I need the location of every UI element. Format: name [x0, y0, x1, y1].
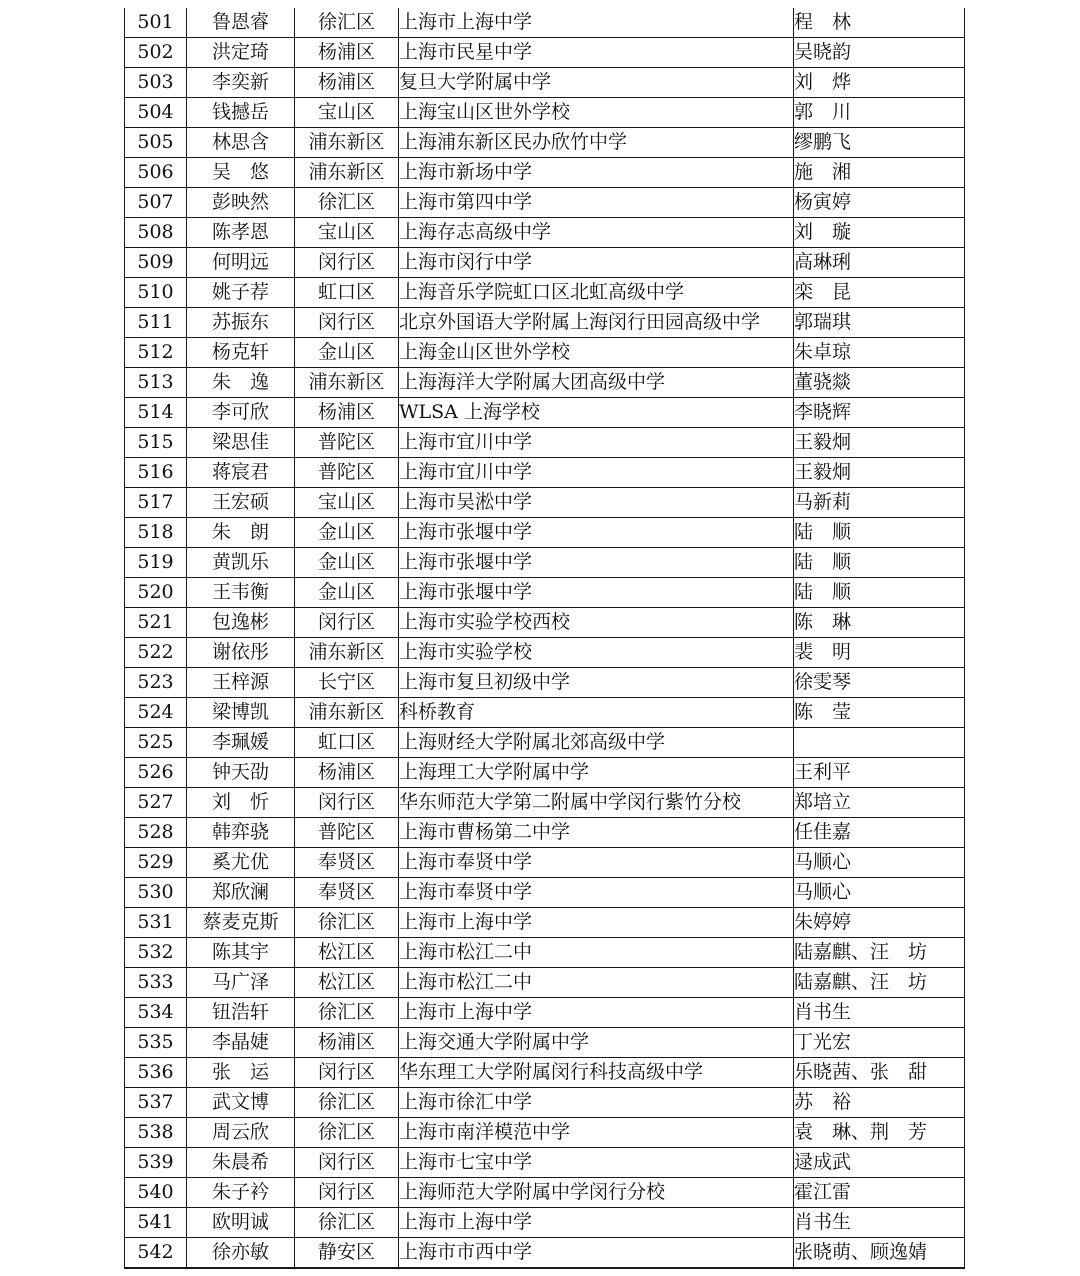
student-name: 梁博凯 [187, 698, 295, 728]
row-number: 517 [125, 488, 187, 518]
teacher-name: 马顺心 [794, 878, 965, 908]
row-number: 531 [125, 908, 187, 938]
student-name: 钟天劭 [187, 758, 295, 788]
school-name: 上海市新场中学 [399, 158, 794, 188]
row-number: 529 [125, 848, 187, 878]
school-name: 华东理工大学附属闵行科技高级中学 [399, 1058, 794, 1088]
district: 静安区 [295, 1238, 399, 1269]
table-row [125, 1238, 965, 1269]
student-name: 包逸彬 [187, 608, 295, 638]
district: 浦东新区 [295, 128, 399, 158]
district: 闵行区 [295, 608, 399, 638]
row-number: 507 [125, 188, 187, 218]
school-name: 上海音乐学院虹口区北虹高级中学 [399, 278, 794, 308]
row-number: 537 [125, 1088, 187, 1118]
school-name: 上海市市西中学 [399, 1238, 794, 1269]
student-name: 李珮媛 [187, 728, 295, 758]
table-row [125, 1058, 965, 1088]
student-name: 林思含 [187, 128, 295, 158]
school-name: 上海师范大学附属中学闵行分校 [399, 1178, 794, 1208]
table-row [125, 728, 965, 758]
school-name: 上海市复旦初级中学 [399, 668, 794, 698]
school-name: 上海市宜川中学 [399, 458, 794, 488]
district: 虹口区 [295, 278, 399, 308]
teacher-name: 郭 川 [794, 98, 965, 128]
row-number: 520 [125, 578, 187, 608]
district: 闵行区 [295, 308, 399, 338]
teacher-name: 陈 莹 [794, 698, 965, 728]
student-name: 马广泽 [187, 968, 295, 998]
table-row [125, 1118, 965, 1148]
school-name: 上海市曹杨第二中学 [399, 818, 794, 848]
student-name: 朱子衿 [187, 1178, 295, 1208]
teacher-name: 肖书生 [794, 998, 965, 1028]
student-name: 洪定琦 [187, 38, 295, 68]
table-row [125, 578, 965, 608]
student-name: 梁思佳 [187, 428, 295, 458]
student-name: 何明远 [187, 248, 295, 278]
school-name: 上海市松江二中 [399, 938, 794, 968]
teacher-name: 郑培立 [794, 788, 965, 818]
district: 徐汇区 [295, 8, 399, 38]
school-name: 上海市南洋模范中学 [399, 1118, 794, 1148]
teacher-name: 缪鹏飞 [794, 128, 965, 158]
district: 浦东新区 [295, 698, 399, 728]
table-row [125, 548, 965, 578]
teacher-name: 朱婷婷 [794, 908, 965, 938]
student-name: 黄凯乐 [187, 548, 295, 578]
district: 徐汇区 [295, 998, 399, 1028]
row-number: 524 [125, 698, 187, 728]
row-number: 506 [125, 158, 187, 188]
school-name: 上海市实验学校 [399, 638, 794, 668]
district: 徐汇区 [295, 1208, 399, 1238]
teacher-name: 袁 琳、荆 芳 [794, 1118, 965, 1148]
teacher-name: 丁光宏 [794, 1028, 965, 1058]
district: 杨浦区 [295, 398, 399, 428]
student-name: 苏振东 [187, 308, 295, 338]
teacher-name: 郭瑞琪 [794, 308, 965, 338]
teacher-name: 逯成武 [794, 1148, 965, 1178]
school-name: 上海海洋大学附属大团高级中学 [399, 368, 794, 398]
teacher-name: 王毅炯 [794, 428, 965, 458]
school-name: 上海宝山区世外学校 [399, 98, 794, 128]
student-name: 朱 逸 [187, 368, 295, 398]
district: 杨浦区 [295, 68, 399, 98]
table-row [125, 668, 965, 698]
table-row [125, 308, 965, 338]
school-name: 上海市上海中学 [399, 908, 794, 938]
row-number: 511 [125, 308, 187, 338]
district: 长宁区 [295, 668, 399, 698]
district: 闵行区 [295, 248, 399, 278]
row-number: 513 [125, 368, 187, 398]
table-row [125, 278, 965, 308]
row-number: 533 [125, 968, 187, 998]
row-number: 505 [125, 128, 187, 158]
table-row [125, 38, 965, 68]
district: 金山区 [295, 578, 399, 608]
district: 宝山区 [295, 218, 399, 248]
table-row [125, 608, 965, 638]
row-number: 527 [125, 788, 187, 818]
table-row [125, 188, 965, 218]
district: 普陀区 [295, 458, 399, 488]
district: 松江区 [295, 968, 399, 998]
student-name: 彭映然 [187, 188, 295, 218]
district: 宝山区 [295, 98, 399, 128]
student-name: 郑欣澜 [187, 878, 295, 908]
student-name: 鲁恩睿 [187, 8, 295, 38]
district: 宝山区 [295, 488, 399, 518]
school-name: 上海存志高级中学 [399, 218, 794, 248]
teacher-name: 刘 烨 [794, 68, 965, 98]
row-number: 504 [125, 98, 187, 128]
table-row [125, 1178, 965, 1208]
teacher-name: 李晓辉 [794, 398, 965, 428]
district: 金山区 [295, 548, 399, 578]
teacher-name: 陆嘉麒、汪 坊 [794, 968, 965, 998]
row-number: 542 [125, 1238, 187, 1269]
row-number: 518 [125, 518, 187, 548]
school-name: 上海市奉贤中学 [399, 848, 794, 878]
student-name: 韩弈骁 [187, 818, 295, 848]
table-row [125, 938, 965, 968]
school-name: 上海浦东新区民办欣竹中学 [399, 128, 794, 158]
teacher-name: 刘 璇 [794, 218, 965, 248]
student-name: 王宏硕 [187, 488, 295, 518]
teacher-name: 陆嘉麒、汪 坊 [794, 938, 965, 968]
table-row [125, 788, 965, 818]
table-row [125, 68, 965, 98]
row-number: 508 [125, 218, 187, 248]
table-row [125, 458, 965, 488]
district: 徐汇区 [295, 1088, 399, 1118]
district: 浦东新区 [295, 638, 399, 668]
district: 闵行区 [295, 788, 399, 818]
school-name: 复旦大学附属中学 [399, 68, 794, 98]
table-row [125, 818, 965, 848]
school-name: 上海市第四中学 [399, 188, 794, 218]
teacher-name: 陆 顺 [794, 518, 965, 548]
student-name: 陈孝恩 [187, 218, 295, 248]
table-row [125, 128, 965, 158]
district: 松江区 [295, 938, 399, 968]
table-row [125, 998, 965, 1028]
table-row [125, 518, 965, 548]
teacher-name: 乐晓茜、张 甜 [794, 1058, 965, 1088]
row-number: 532 [125, 938, 187, 968]
row-number: 535 [125, 1028, 187, 1058]
teacher-name: 苏 裕 [794, 1088, 965, 1118]
student-name: 朱 朗 [187, 518, 295, 548]
table-row [125, 338, 965, 368]
school-name: 上海市张堰中学 [399, 518, 794, 548]
teacher-name: 程 林 [794, 8, 965, 38]
row-number: 503 [125, 68, 187, 98]
row-number: 536 [125, 1058, 187, 1088]
row-number: 534 [125, 998, 187, 1028]
school-name: 上海市上海中学 [399, 1208, 794, 1238]
teacher-name: 吴晓韵 [794, 38, 965, 68]
teacher-name: 朱卓琼 [794, 338, 965, 368]
teacher-name: 董骁燚 [794, 368, 965, 398]
row-number: 510 [125, 278, 187, 308]
district: 闵行区 [295, 1148, 399, 1178]
student-name: 王韦衡 [187, 578, 295, 608]
row-number: 521 [125, 608, 187, 638]
table-row [125, 1208, 965, 1238]
district: 奉贤区 [295, 878, 399, 908]
school-name: 上海市奉贤中学 [399, 878, 794, 908]
row-number: 514 [125, 398, 187, 428]
district: 徐汇区 [295, 188, 399, 218]
teacher-name: 张晓萌、顾逸婧 [794, 1238, 965, 1269]
school-name: WLSA 上海学校 [399, 398, 794, 428]
teacher-name: 徐雯琴 [794, 668, 965, 698]
row-number: 540 [125, 1178, 187, 1208]
teacher-name [794, 728, 965, 758]
school-name: 上海市实验学校西校 [399, 608, 794, 638]
table-row [125, 848, 965, 878]
table-row [125, 1148, 965, 1178]
district: 奉贤区 [295, 848, 399, 878]
student-name: 李晶婕 [187, 1028, 295, 1058]
school-name: 上海交通大学附属中学 [399, 1028, 794, 1058]
table-row [125, 248, 965, 278]
district: 徐汇区 [295, 1118, 399, 1148]
teacher-name: 杨寅婷 [794, 188, 965, 218]
table-row [125, 1088, 965, 1118]
student-name: 刘 忻 [187, 788, 295, 818]
school-name: 北京外国语大学附属上海闵行田园高级中学 [399, 308, 794, 338]
teacher-name: 任佳嘉 [794, 818, 965, 848]
school-name: 上海财经大学附属北郊高级中学 [399, 728, 794, 758]
teacher-name: 高琳琍 [794, 248, 965, 278]
district: 普陀区 [295, 428, 399, 458]
student-name: 周云欣 [187, 1118, 295, 1148]
district: 金山区 [295, 338, 399, 368]
row-number: 516 [125, 458, 187, 488]
district: 虹口区 [295, 728, 399, 758]
teacher-name: 王利平 [794, 758, 965, 788]
row-number: 512 [125, 338, 187, 368]
teacher-name: 肖书生 [794, 1208, 965, 1238]
table-row [125, 8, 965, 38]
district: 杨浦区 [295, 758, 399, 788]
district: 浦东新区 [295, 158, 399, 188]
table-row [125, 488, 965, 518]
row-number: 538 [125, 1118, 187, 1148]
student-name: 徐亦敏 [187, 1238, 295, 1269]
row-number: 530 [125, 878, 187, 908]
row-number: 509 [125, 248, 187, 278]
district: 闵行区 [295, 1058, 399, 1088]
row-number: 501 [125, 8, 187, 38]
table-row [125, 908, 965, 938]
student-name: 武文博 [187, 1088, 295, 1118]
student-name: 钮浩轩 [187, 998, 295, 1028]
row-number: 502 [125, 38, 187, 68]
table-row [125, 638, 965, 668]
teacher-name: 霍江雷 [794, 1178, 965, 1208]
school-name: 上海市闵行中学 [399, 248, 794, 278]
table-row [125, 98, 965, 128]
student-name: 吴 悠 [187, 158, 295, 188]
school-name: 上海金山区世外学校 [399, 338, 794, 368]
teacher-name: 陆 顺 [794, 578, 965, 608]
teacher-name: 陈 琳 [794, 608, 965, 638]
student-name: 奚尤优 [187, 848, 295, 878]
table-row [125, 368, 965, 398]
table-row [125, 158, 965, 188]
roster-body [125, 8, 965, 1268]
row-number: 519 [125, 548, 187, 578]
student-name: 谢依彤 [187, 638, 295, 668]
school-name: 上海市松江二中 [399, 968, 794, 998]
teacher-name: 施 湘 [794, 158, 965, 188]
student-name: 陈其宇 [187, 938, 295, 968]
district: 杨浦区 [295, 38, 399, 68]
row-number: 522 [125, 638, 187, 668]
table-row [125, 428, 965, 458]
school-name: 科桥教育 [399, 698, 794, 728]
school-name: 上海理工大学附属中学 [399, 758, 794, 788]
school-name: 上海市张堰中学 [399, 578, 794, 608]
student-name: 蔡麦克斯 [187, 908, 295, 938]
table-row [125, 698, 965, 728]
school-name: 上海市七宝中学 [399, 1148, 794, 1178]
teacher-name: 裴 明 [794, 638, 965, 668]
table-row [125, 878, 965, 908]
teacher-name: 马新莉 [794, 488, 965, 518]
row-number: 528 [125, 818, 187, 848]
row-number: 525 [125, 728, 187, 758]
student-name: 杨克轩 [187, 338, 295, 368]
table-row [125, 968, 965, 998]
district: 普陀区 [295, 818, 399, 848]
student-name: 张 运 [187, 1058, 295, 1088]
row-number: 515 [125, 428, 187, 458]
row-number: 523 [125, 668, 187, 698]
teacher-name: 王毅炯 [794, 458, 965, 488]
school-name: 上海市张堰中学 [399, 548, 794, 578]
school-name: 上海市徐汇中学 [399, 1088, 794, 1118]
teacher-name: 马顺心 [794, 848, 965, 878]
school-name: 上海市吴淞中学 [399, 488, 794, 518]
school-name: 上海市上海中学 [399, 998, 794, 1028]
district: 闵行区 [295, 1178, 399, 1208]
teacher-name: 陆 顺 [794, 548, 965, 578]
student-name: 王梓源 [187, 668, 295, 698]
table-row [125, 398, 965, 428]
district: 杨浦区 [295, 1028, 399, 1058]
school-name: 上海市民星中学 [399, 38, 794, 68]
table-row [125, 218, 965, 248]
row-number: 526 [125, 758, 187, 788]
district: 浦东新区 [295, 368, 399, 398]
student-name: 朱晨希 [187, 1148, 295, 1178]
school-name: 上海市上海中学 [399, 8, 794, 38]
award-roster-table [124, 8, 965, 1269]
teacher-name: 栾 昆 [794, 278, 965, 308]
row-number: 539 [125, 1148, 187, 1178]
student-name: 李奕新 [187, 68, 295, 98]
table-row [125, 758, 965, 788]
student-name: 钱撼岳 [187, 98, 295, 128]
district: 徐汇区 [295, 908, 399, 938]
student-name: 姚子荐 [187, 278, 295, 308]
table-row [125, 1028, 965, 1058]
school-name: 华东师范大学第二附属中学闵行紫竹分校 [399, 788, 794, 818]
district: 金山区 [295, 518, 399, 548]
student-name: 欧明诚 [187, 1208, 295, 1238]
row-number: 541 [125, 1208, 187, 1238]
school-name: 上海市宜川中学 [399, 428, 794, 458]
student-name: 蒋宸君 [187, 458, 295, 488]
student-name: 李可欣 [187, 398, 295, 428]
